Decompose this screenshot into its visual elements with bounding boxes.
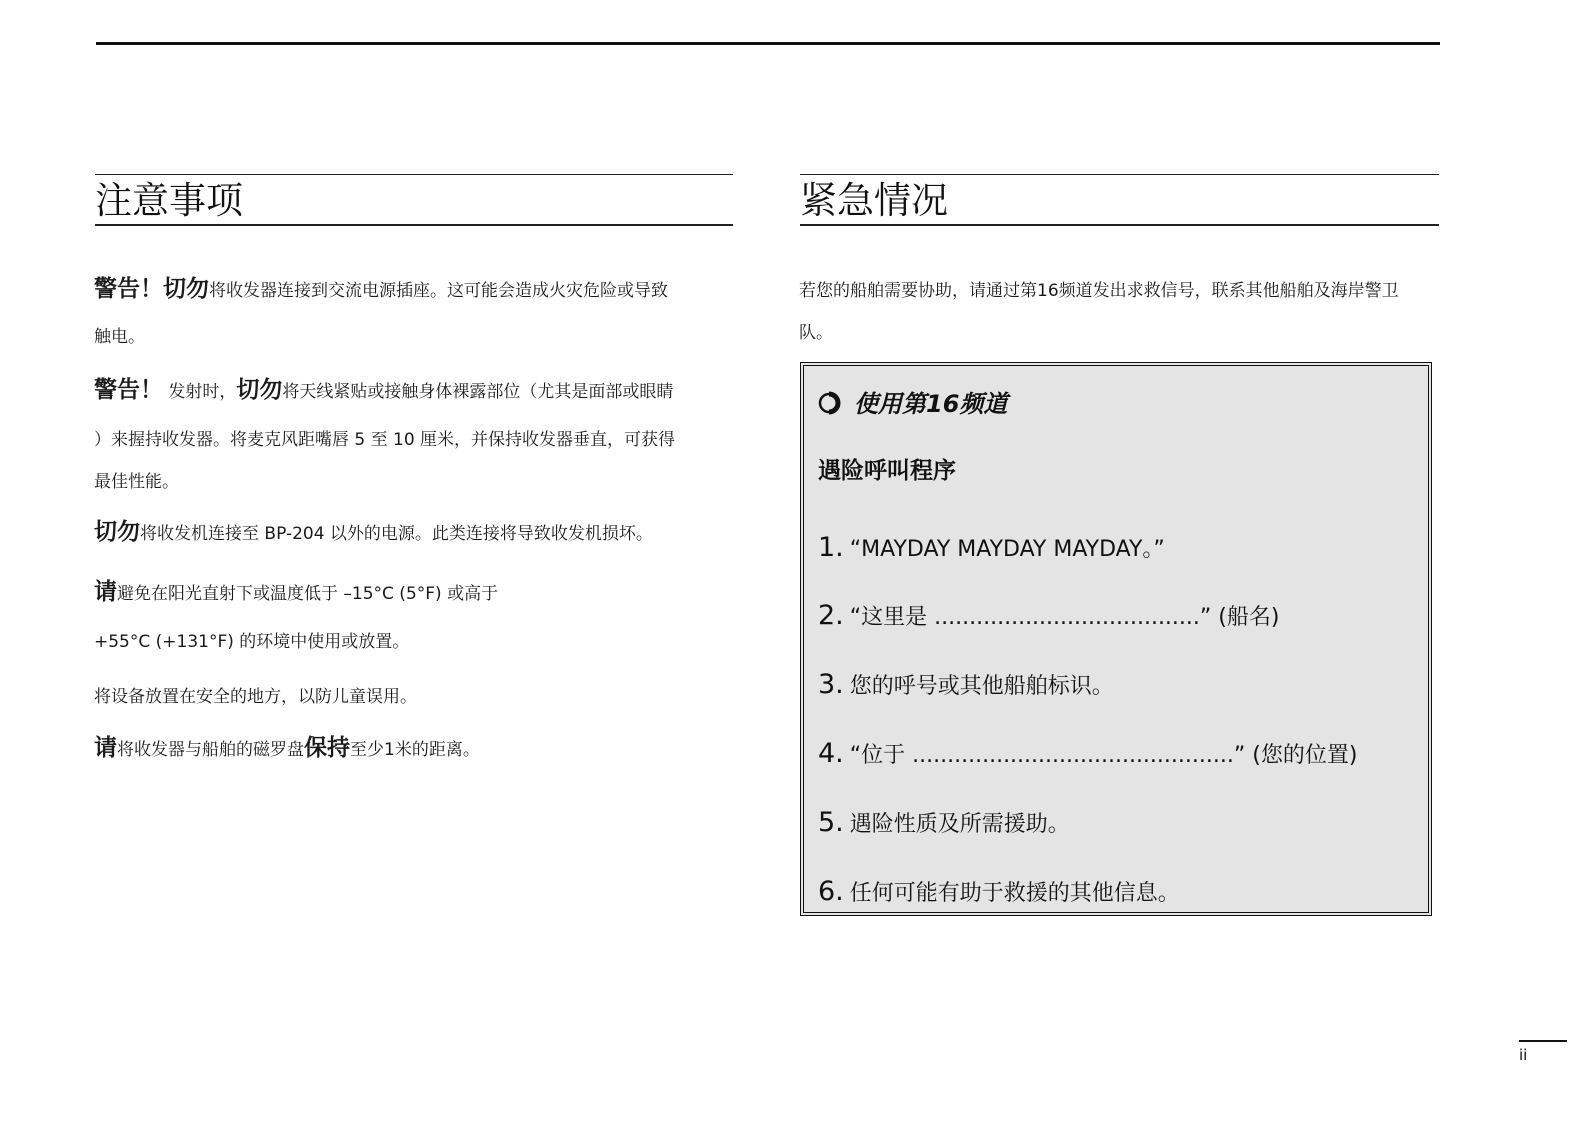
emergency-title-block [800,174,1439,226]
procedure-step: 1. “MAYDAY MAYDAY MAYDAY。” [818,532,1165,563]
page-number: ii [1519,1046,1528,1064]
circle-bullet-icon [818,391,840,413]
keep-label: 保持 [304,735,350,761]
caution-paragraph-1 [94,270,736,350]
warning-label: 警告！ [94,377,163,403]
procedure-step: 6. 任何可能有助于救援的其他信息。 [818,876,1180,907]
channel-16-heading [818,384,1007,419]
caution-text: 避免在阳光直射下或温度低于 –15°C (5°F) 或高于 [117,584,499,604]
emergency-title: 紧急情况 [800,179,948,222]
caution-text: 将设备放置在安全的地方，以防儿童误用。 [94,687,417,707]
procedure-step: 5. 遇险性质及所需援助。 [818,807,1070,838]
caution-paragraph-6 [94,729,736,769]
please-label: 请 [94,735,117,761]
header-rule [96,42,1440,45]
caution-paragraph-3 [94,513,736,553]
caution-text: +55°C (+131°F) 的环境中使用或放置。 [94,632,410,652]
caution-text: 将收发机连接至 BP-204 以外的电源。此类连接将导致收发机损坏。 [140,524,653,544]
emergency-intro-line: 若您的船舶需要协助，请通过第16频道发出求救信号，联系其他船舶及海岸警卫 [799,281,1399,301]
procedure-step: 2. “这里是 ......................................” (船名) [818,600,1280,631]
cautions-title: 注意事项 [95,179,243,222]
caution-text: 最佳性能。 [94,472,179,492]
never-label: 切勿 [163,276,209,302]
never-label: 切勿 [94,519,140,545]
caution-text: 将收发器连接到交流电源插座。这可能会造成火灾危险或导致 [209,281,668,301]
please-label: 请 [94,579,117,605]
caution-text: 触电。 [94,327,145,347]
caution-text: 发射时， [163,382,237,402]
caution-paragraph-4 [94,573,736,653]
channel-16-box [800,362,1432,916]
caution-paragraph-2 [94,371,736,491]
caution-text: 将天线紧贴或接触身体裸露部位（尤其是面部或眼睛 [282,382,674,402]
emergency-intro-line: 队。 [799,323,833,343]
cautions-title-block [95,174,733,226]
page-number-rule [1519,1040,1567,1042]
warning-label: 警告！ [94,276,163,302]
procedure-step: 4. “位于 ..............................................” (您的位置) [818,738,1358,769]
caution-paragraph-5 [94,682,736,712]
caution-text: 至少1米的距离。 [350,740,480,760]
channel-16-heading-text: 使用第16频道 [854,390,1008,418]
distress-procedure-heading: 遇险呼叫程序 [818,458,956,484]
caution-text: 将收发器与船舶的磁罗盘 [117,740,304,760]
caution-text: ）来握持收发器。将麦克风距嘴唇 5 至 10 厘米，并保持收发器垂直，可获得 [94,430,676,450]
never-label: 切勿 [236,377,283,403]
emergency-intro [799,276,1459,346]
procedure-step: 3. 您的呼号或其他船舶标识。 [818,669,1114,700]
